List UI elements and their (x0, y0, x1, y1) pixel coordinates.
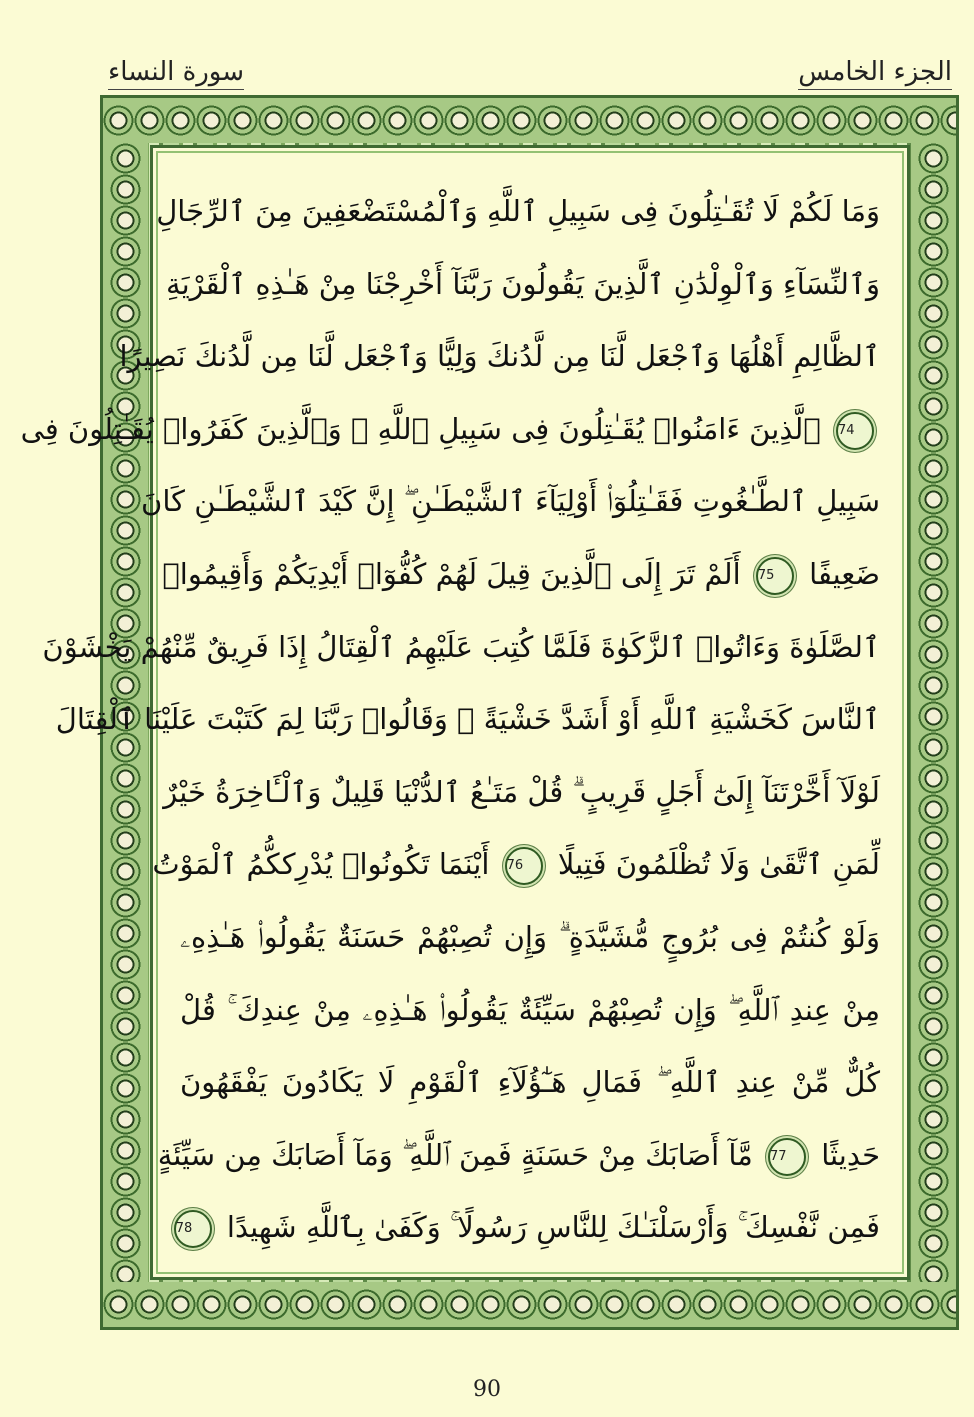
verse-text: وَلَوْ كُنتُمْ فِى بُرُوجٍ مُّشَيَّدَةٍ ۗ وَإِن تُصِبْهُمْ حَسَنَةٌ يَقُولُوا۟ هَـٰذِهِۦ (180, 919, 880, 954)
verse-line (175, 1191, 880, 1264)
verse-line (119, 320, 880, 393)
verse-line (152, 828, 880, 901)
ayah-number-marker: 75 (756, 557, 794, 595)
ayah-number-marker: 77 (768, 1138, 806, 1176)
verse-line (162, 538, 880, 611)
verse-text: ٱلصَّلَوٰةَ وَءَاتُوا۟ ٱلزَّكَوٰةَ فَلَمَّا كُتِبَ عَلَيْهِمُ ٱلْقِتَالُ إِذَا فَرِيقٌ مِّنْهُمْ يَخْشَوْنَ (42, 629, 880, 664)
verse-line (180, 974, 880, 1047)
verse-text: ٱلظَّالِمِ أَهْلُهَا وَٱجْعَل لَّنَا مِن لَّدُنكَ وَلِيًّا وَٱجْعَل لَّنَا مِن لَّدُنكَ نَصِيرًا (119, 339, 880, 374)
page-number: 90 (473, 1377, 501, 1402)
juz-name-header: الجزء الخامس (798, 52, 952, 92)
verse-line (180, 901, 880, 974)
verse-text: وَٱلنِّسَآءِ وَٱلْوِلْدَٰنِ ٱلَّذِينَ يَقُولُونَ رَبَّنَآ أَخْرِجْنَا مِنْ هَـٰذِهِ ٱلْقَرْيَةِ (166, 266, 880, 301)
ayah-number-marker: 78 (174, 1210, 212, 1248)
verse-text: ٱلَّذِينَ ءَامَنُوا۟ يُقَـٰتِلُونَ فِى سَبِيلِ ٱللَّهِ ۖ وَٱلَّذِينَ كَفَرُوا۟ يُقَـٰتِلُونَ فِى (20, 411, 821, 446)
verse-text: سَبِيلِ ٱلطَّـٰغُوتِ فَقَـٰتِلُوٓا۟ أَوْلِيَآءَ ٱلشَّيْطَـٰنِ ۖ إِنَّ كَيْدَ ٱلشَّيْطَـٰنِ كَانَ (141, 484, 880, 519)
verse-text: لَوْلَآ أَخَّرْتَنَآ إِلَىٰٓ أَجَلٍ قَرِيبٍ ۗ قُلْ مَتَـٰعُ ٱلدُّنْيَا قَلِيلٌ وَٱلْـَٔاخِرَةُ خَيْرٌ (163, 774, 880, 809)
verse-text: كُلٌّ مِّنْ عِندِ ٱللَّهِ ۖ فَمَالِ هَـٰٓؤُلَآءِ ٱلْقَوْمِ لَا يَكَادُونَ يَفْقَهُونَ (180, 1065, 880, 1100)
ayah-number-marker: 76 (505, 847, 543, 885)
frame-ornament-top (103, 98, 956, 143)
verse-line (180, 1046, 880, 1119)
verse-text-block (20, 175, 880, 1265)
verse-text: ضَعِيفًا (809, 556, 880, 591)
verse-line (20, 393, 880, 466)
verse-text: أَيْنَمَا تَكُونُوا۟ يُدْرِككُّمُ ٱلْمَوْتُ (152, 847, 490, 882)
verse-line (55, 683, 880, 756)
verse-text: حَدِيثًا (821, 1137, 880, 1172)
frame-ornament-bottom (103, 1282, 956, 1327)
verse-line (156, 175, 880, 248)
verse-line (157, 1119, 880, 1192)
frame-ornament-right (911, 143, 956, 1282)
ayah-number-marker: 74 (836, 412, 874, 450)
verse-line (42, 611, 880, 684)
verse-line (163, 756, 880, 829)
surah-name-header: سورة النساء (108, 52, 244, 92)
verse-text: مَّآ أَصَابَكَ مِنْ حَسَنَةٍ فَمِنَ ٱللَّهِ ۖ وَمَآ أَصَابَكَ مِن سَيِّئَةٍ (157, 1137, 753, 1172)
verse-line (141, 465, 880, 538)
verse-text: مِنْ عِندِ ٱللَّهِ ۖ وَإِن تُصِبْهُمْ سَيِّئَةٌ يَقُولُوا۟ هَـٰذِهِۦ مِنْ عِندِكَ ۚ قُلْ (180, 992, 880, 1027)
verse-line (166, 248, 880, 321)
verse-text: فَمِن نَّفْسِكَ ۚ وَأَرْسَلْنَـٰكَ لِلنَّاسِ رَسُولًا ۚ وَكَفَىٰ بِٱللَّهِ شَهِيدًا (226, 1210, 880, 1245)
verse-text: لِّمَنِ ٱتَّقَىٰ وَلَا تُظْلَمُونَ فَتِيلًا (557, 847, 880, 882)
verse-text: ٱلنَّاسَ كَخَشْيَةِ ٱللَّهِ أَوْ أَشَدَّ خَشْيَةً ۚ وَقَالُوا۟ رَبَّنَا لِمَ كَتَبْتَ عَلَيْنَا ٱلْقِتَالَ (55, 702, 880, 737)
verse-text: وَمَا لَكُمْ لَا تُقَـٰتِلُونَ فِى سَبِيلِ ٱللَّهِ وَٱلْمُسْتَضْعَفِينَ مِنَ ٱلرِّجَالِ (156, 194, 880, 228)
verse-text: أَلَمْ تَرَ إِلَى ٱلَّذِينَ قِيلَ لَهُمْ كُفُّوٓا۟ أَيْدِيَكُمْ وَأَقِيمُوا۟ (162, 556, 741, 591)
